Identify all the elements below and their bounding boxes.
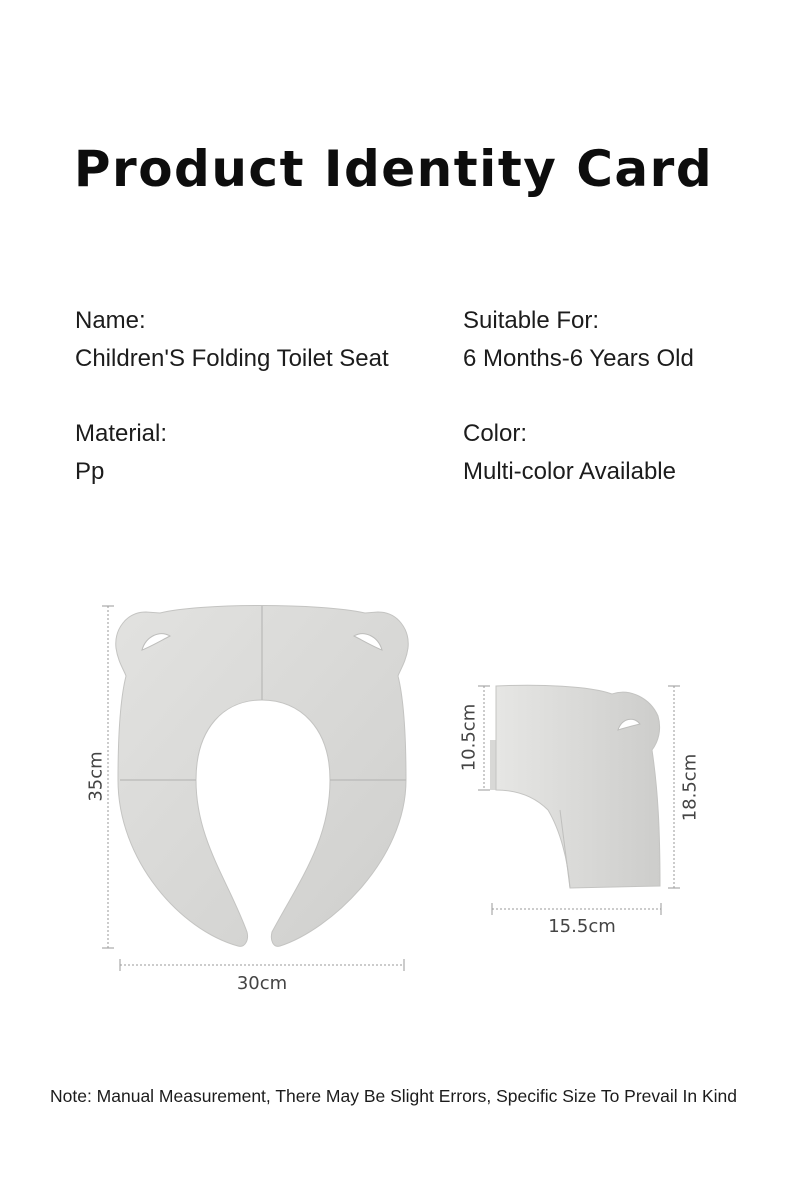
open-width-label: 30cm	[236, 973, 288, 994]
spec-color-value: Multi-color Available	[463, 458, 676, 485]
folded-seat-image	[490, 685, 660, 888]
open-height-label: 35cm	[85, 751, 107, 802]
spec-suitable-for-label: Suitable For:	[463, 307, 600, 334]
folded-width-label: 15.5cm	[548, 916, 616, 937]
measurement-note: Note: Manual Measurement, There May Be Slight Errors, Specific Size To Prevail In Kind	[49, 1086, 738, 1106]
folded-height-label: 18.5cm	[679, 753, 701, 822]
folded-depth-label: 10.5cm	[458, 703, 480, 772]
page-title: Product Identity Card	[73, 140, 714, 198]
spec-color-label: Color:	[463, 420, 528, 447]
spec-suitable-for-value: 6 Months-6 Years Old	[463, 345, 694, 372]
spec-material-value: Pp	[75, 458, 105, 485]
spec-name-value: Children'S Folding Toilet Seat	[75, 345, 389, 372]
spec-material-label: Material:	[75, 420, 168, 447]
open-seat-image	[116, 606, 408, 947]
spec-name-label: Name:	[75, 307, 146, 334]
